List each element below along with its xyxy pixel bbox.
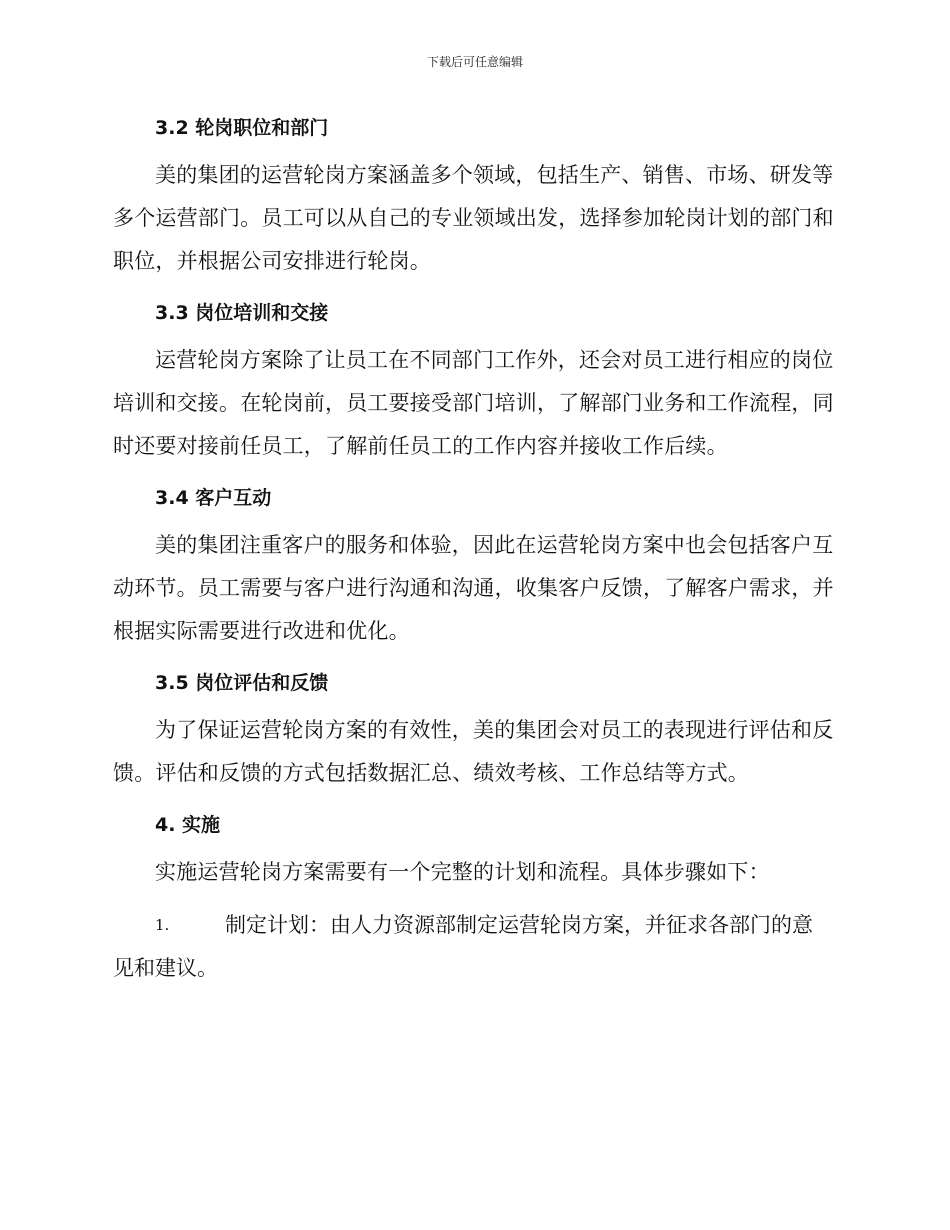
list-item-continuation: 见和建议。 [113,956,218,980]
section-paragraph-4: 实施运营轮岗方案需要有一个完整的计划和流程。具体步骤如下： [155,860,770,884]
document-body [113,108,835,990]
section-paragraph-3-3: 运营轮岗方案除了让员工在不同部门工作外，还会对员工进行相应的岗位培训和交接。在轮岗前，员工要接受部门培训，了解部门业务和工作流程，同时还要对接前任员工，了解前任员工的工作内容并接收工作后续。 [113,348,834,458]
section-heading-3-4: 3.4 客户互动 [155,487,272,509]
section-heading-4: 4. 实施 [155,814,221,836]
list-item-number: 1. [155,916,170,934]
section-paragraph-3-4: 美的集团注重客户的服务和体验，因此在运营轮岗方案中也会包括客户互动环节。员工需要与客户进行沟通和沟通，收集客户反馈，了解客户需求，并根据实际需要进行改进和优化。 [113,533,834,643]
section-heading-3-3: 3.3 岗位培训和交接 [155,302,329,324]
section-paragraph-3-5: 为了保证运营轮岗方案的有效性，美的集团会对员工的表现进行评估和反馈。评估和反馈的方式包括数据汇总、绩效考核、工作总结等方式。 [113,718,834,785]
section-heading-3-2: 3.2 轮岗职位和部门 [155,117,329,139]
list-item-text: 制定计划：由人力资源部制定运营轮岗方案，并征求各部门的意 [225,913,813,937]
section-heading-3-5: 3.5 岗位评估和反馈 [155,672,329,694]
list-item [113,904,835,947]
section-paragraph-3-2: 美的集团的运营轮岗方案涵盖多个领域，包括生产、销售、市场、研发等多个运营部门。员工可以从自己的专业领域出发，选择参加轮岗计划的部门和职位，并根据公司安排进行轮岗。 [113,163,834,273]
page-header: 下载后可任意编辑 [426,55,523,69]
